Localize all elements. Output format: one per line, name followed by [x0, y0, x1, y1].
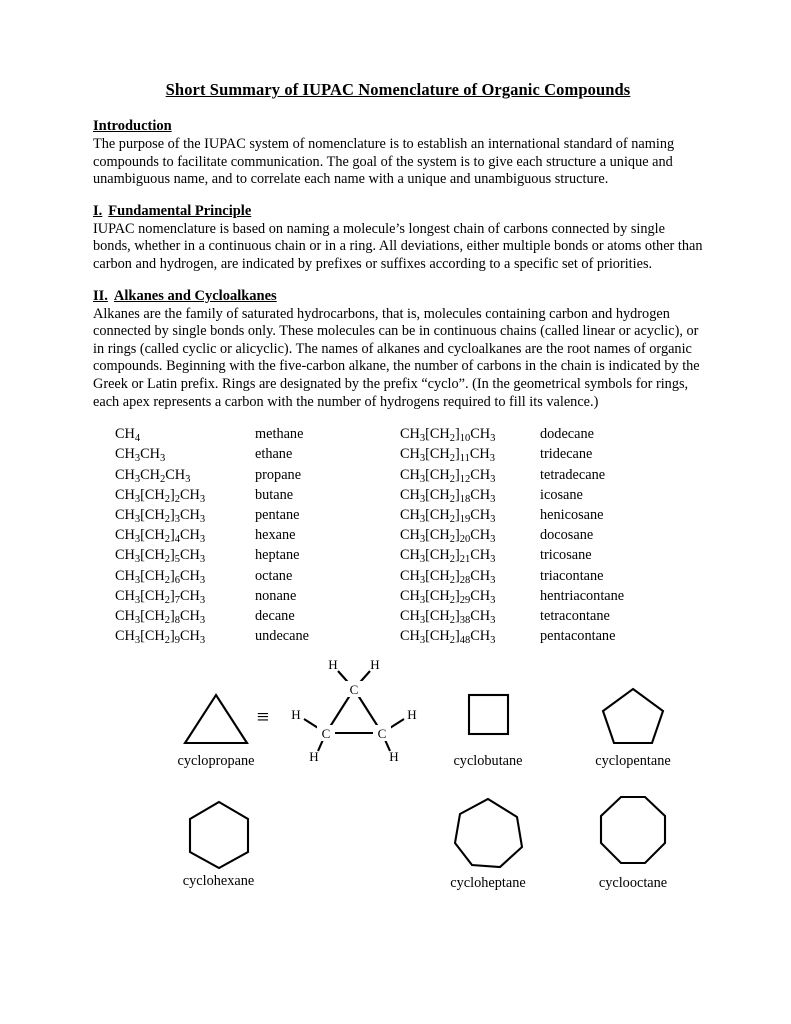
- label-cyclobutane: cyclobutane: [453, 753, 523, 770]
- alkane-formula: $CH_3[CH_2]_7CH_3$: [115, 587, 206, 606]
- section-numeral-one: I.: [93, 202, 103, 219]
- alkane-formula: $CH_3[CH_2]_{38}CH_3$: [400, 607, 496, 626]
- section-heading-text-one: Fundamental Principle: [108, 202, 252, 219]
- alkane-row: [115, 445, 400, 465]
- alkane-name: methane: [255, 426, 304, 443]
- alkane-formula: $CH_3[CH_2]_{12}CH_3$: [400, 466, 496, 485]
- svg-text:H: H: [369, 657, 380, 673]
- alkane-formula: $CH_3[CH_2]_{19}CH_3$: [400, 506, 496, 525]
- alkane-row: [115, 425, 400, 445]
- label-cyclooctane: cyclooctane: [598, 875, 668, 892]
- alkane-formula: $CH_3[CH_2]_{11}CH_3$: [400, 446, 496, 465]
- alkane-formula: $CH_3[CH_2]_5CH_3$: [115, 547, 206, 566]
- label-cyclopentane: cyclopentane: [595, 753, 671, 770]
- section-fundamental-principle: [93, 203, 703, 274]
- figure-cyclopentane: [563, 683, 703, 770]
- alkane-row: [115, 466, 400, 486]
- alkane-formula: $CH_3[CH_2]_{18}CH_3$: [400, 486, 496, 505]
- alkane-row: [115, 506, 400, 526]
- figure-cycloheptane: [418, 795, 558, 892]
- alkane-name: hentriacontane: [540, 587, 625, 604]
- alkane-formula: $CH_3[CH_2]_{29}CH_3$: [400, 587, 496, 606]
- cycloalkane-figures: [93, 657, 703, 899]
- alkane-row: [115, 526, 400, 546]
- alkane-name: henicosane: [540, 506, 604, 523]
- section-heading-fundamental-principle: [93, 203, 703, 220]
- svg-text:H: H: [308, 749, 319, 763]
- alkane-row: [400, 445, 700, 465]
- cyclopropane-triangle-icon: [181, 689, 251, 749]
- document-body: [93, 80, 703, 899]
- alkane-name: pentane: [255, 506, 300, 523]
- figure-cyclobutane: [423, 687, 553, 770]
- figure-cyclopropane-expanded: [271, 657, 436, 762]
- alkane-formula: $CH_3[CH_2]_2CH_3$: [115, 486, 206, 505]
- alkane-name: docosane: [540, 527, 594, 544]
- alkane-row: [400, 567, 700, 587]
- alkane-name: undecane: [255, 628, 309, 645]
- alkane-row: [115, 567, 400, 587]
- svg-text:H: H: [327, 657, 338, 673]
- alkane-formula: $CH_3[CH_2]_9CH_3$: [115, 628, 206, 647]
- cyclohexane-hexagon-icon: [184, 797, 254, 869]
- page-title: Short Summary of IUPAC Nomenclature of Organic Compounds: [165, 80, 631, 99]
- svg-text:C: C: [377, 726, 386, 742]
- alkane-name: tetradecane: [540, 466, 606, 483]
- section-heading-introduction: Introduction: [93, 118, 172, 134]
- alkane-name: decane: [255, 607, 295, 624]
- label-cycloheptane: cycloheptane: [450, 875, 526, 892]
- alkane-name: icosane: [540, 486, 583, 503]
- alkane-formula: $CH_3[CH_2]_{21}CH_3$: [400, 547, 496, 566]
- paragraph-introduction: The purpose of the IUPAC system of nomenclature is to establish an international standard of naming compounds to facilitate communication. The goal of the system is to give each structure a unique and unambiguous name, and to correlate each name with a unique and unambiguous structure.: [93, 136, 675, 188]
- alkane-formula: $CH_3[CH_2]_4CH_3$: [115, 527, 206, 546]
- section-heading-alkanes: [93, 288, 703, 305]
- alkane-name: heptane: [255, 547, 300, 564]
- paragraph-alkanes: Alkanes are the family of saturated hydrocarbons, that is, molecules containing carbon and hydrogen connected by single bonds only. These molecules can be in continuous chains (called linear or acyclic), or in rings (called cyclic or alicyclic). The names of alkanes and cycloalkanes are the root names of organic compounds. Beginning with the five-carbon alkane, the number of carbons in the chain is indicated by the Greek or Latin prefix. Rings are designated by the prefix “cyclo”. (In the geometrical symbols for rings, each apex represents a carbon with the number of hydrogens required to fill its valence.): [93, 305, 700, 410]
- alkane-formula: $CH_3[CH_2]_8CH_3$: [115, 607, 206, 626]
- alkane-row: [115, 587, 400, 607]
- label-cyclohexane: cyclohexane: [182, 873, 255, 890]
- label-cyclopropane: cyclopropane: [177, 753, 255, 770]
- alkane-row: [400, 627, 700, 647]
- cycloheptane-heptagon-icon: [450, 795, 526, 871]
- alkane-row: [400, 607, 700, 627]
- section-alkanes-cycloalkanes: [93, 288, 703, 412]
- alkane-name: butane: [255, 486, 294, 503]
- alkane-row: [400, 506, 700, 526]
- figure-cyclohexane: [151, 797, 286, 890]
- alkane-row: [115, 607, 400, 627]
- cyclopentane-pentagon-icon: [598, 683, 668, 749]
- section-introduction: [93, 118, 703, 189]
- section-heading-text-two: Alkanes and Cycloalkanes: [113, 287, 277, 304]
- alkane-name: triacontane: [540, 567, 604, 584]
- svg-text:H: H: [406, 707, 417, 723]
- cyclobutane-square-icon: [458, 687, 518, 749]
- cyclooctane-octagon-icon: [594, 793, 672, 871]
- svg-text:C: C: [349, 682, 358, 698]
- section-numeral-two: II.: [93, 287, 108, 304]
- alkane-formula: $CH_3[CH_2]_6CH_3$: [115, 567, 206, 586]
- alkane-row: [115, 627, 400, 647]
- svg-text:H: H: [388, 749, 399, 763]
- alkane-row: [400, 425, 700, 445]
- alkane-formula: $CH_3[CH_2]_3CH_3$: [115, 506, 206, 525]
- alkane-name: tridecane: [540, 446, 593, 463]
- svg-text:C: C: [321, 726, 330, 742]
- svg-text:H: H: [290, 707, 301, 723]
- alkane-row: [400, 526, 700, 546]
- alkane-formula: $CH_3CH_3$: [115, 446, 166, 465]
- alkane-formula: $CH_3[CH_2]_{48}CH_3$: [400, 628, 496, 647]
- alkane-name: hexane: [255, 527, 296, 544]
- alkane-name-table: [93, 425, 703, 647]
- alkane-row: [115, 546, 400, 566]
- figure-cyclooctane: [563, 793, 703, 892]
- alkane-column-right: [400, 425, 700, 647]
- alkane-name: tricosane: [540, 547, 592, 564]
- alkane-row: [400, 587, 700, 607]
- alkane-formula: $CH_3CH_2CH_3$: [115, 466, 191, 485]
- cyclopropane-structure-icon: [274, 657, 434, 762]
- alkane-formula: $CH_3[CH_2]_{20}CH_3$: [400, 527, 496, 546]
- alkane-row: [115, 486, 400, 506]
- alkane-formula: $CH_4$: [115, 426, 141, 445]
- alkane-row: [400, 466, 700, 486]
- alkane-name: propane: [255, 466, 302, 483]
- alkane-column-left: [115, 425, 400, 647]
- paragraph-fundamental-principle: IUPAC nomenclature is based on naming a molecule’s longest chain of carbons connected by single bonds, whether in a continuous chain or in a ring. All deviations, either multiple bonds or atoms other than carbon and hydrogen, are indicated by prefixes or suffixes according to a specific set of priorities.: [93, 220, 703, 272]
- alkane-name: pentacontane: [540, 628, 616, 645]
- alkane-name: nonane: [255, 587, 297, 604]
- identical-to-icon: ≡: [256, 704, 270, 730]
- alkane-name: octane: [255, 567, 293, 584]
- alkane-row: [400, 486, 700, 506]
- alkane-formula: $CH_3[CH_2]_{10}CH_3$: [400, 426, 496, 445]
- alkane-formula: $CH_3[CH_2]_{28}CH_3$: [400, 567, 496, 586]
- alkane-row: [400, 546, 700, 566]
- alkane-name: tetracontane: [540, 607, 610, 624]
- alkane-name: ethane: [255, 446, 293, 463]
- alkane-name: dodecane: [540, 426, 594, 443]
